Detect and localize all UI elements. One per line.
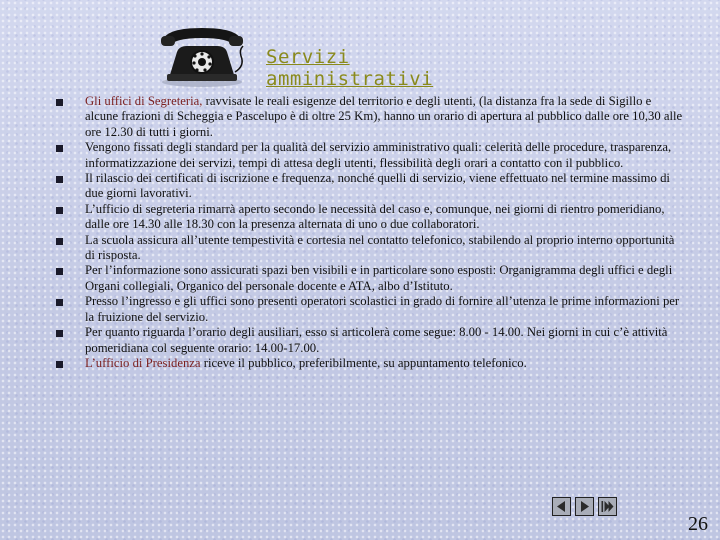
bullet-marker-icon	[56, 99, 63, 106]
previous-slide-button[interactable]	[552, 497, 571, 516]
slide-title: Servizi amministrativi	[266, 46, 434, 90]
bullet-text: Presso l’ingresso e gli uffici sono presenti operatori scolastici in grado di fornire all’utenza le prime informazioni per la fruizione del servizio.	[85, 294, 680, 324]
bullet-text: L’ufficio di segreteria rimarrà aperto secondo le necessità del caso e, comunque, nei giorni di rientro pomeridiano, dalle ore 14.30 alle 18.30 con la presenza alternata di uno o due collaboratori.	[85, 201, 665, 232]
nav-previous-icon	[553, 498, 570, 515]
bullet-text: La scuola assicura all’utente tempestività e cortesia nel contatto telefonico, stabilendo al proprio interno opportunità di risposta.	[85, 232, 675, 263]
telephone-icon	[157, 22, 247, 88]
bullet-item	[56, 171, 686, 202]
slide-navigation	[552, 497, 617, 516]
last-slide-button[interactable]	[598, 497, 617, 516]
bullet-marker-icon	[56, 268, 63, 275]
next-slide-button[interactable]	[575, 497, 594, 516]
bullet-item	[56, 356, 686, 371]
bullet-item	[56, 140, 686, 171]
bullet-item	[56, 263, 686, 294]
bullet-marker-icon	[56, 176, 63, 183]
bullet-marker-icon	[56, 238, 63, 245]
bullet-text: ravvisate le reali esigenze del territorio e degli utenti, (la distanza fra la sede di Sigillo e alcune frazioni di Scheggia e Pascelupo è di oltre 25 Km), hanno un orario di apertura al pubblico dalle ore 10,30 alle ore 12.30 di tutti i giorni.	[85, 94, 683, 139]
page-number: 26	[688, 513, 708, 535]
bullet-marker-icon	[56, 207, 63, 214]
bullet-highlight: Gli uffici di Segreteria,	[85, 94, 203, 108]
bullet-text: Vengono fissati degli standard per la qualità del servizio amministrativo quali: celerità delle procedure, trasparenza, informatizzazione dei servizi, tempi di attesa degli utenti, flessibilità degli orari a contatto con il pubblico.	[85, 140, 672, 170]
bullet-marker-icon	[56, 299, 63, 306]
bullet-text: Il rilascio dei certificati di iscrizione e frequenza, nonché quelli di servizio, viene effettuato nel termine massimo di due giorni lavorativi.	[85, 171, 670, 201]
bullet-text: Per l’informazione sono assicurati spazi ben visibili e in particolare sono esposti: Organigramma degli uffici e degli Organi collegiali, Organico del personale docente e ATA, albo d’Istituto.	[85, 263, 673, 293]
bullet-item	[56, 94, 686, 140]
bullet-marker-icon	[56, 145, 63, 152]
bullet-item	[56, 294, 686, 325]
bullet-item	[56, 325, 686, 356]
bullet-highlight: L’ufficio di Presidenza	[85, 355, 201, 370]
bullet-text: Per quanto riguarda l’orario degli ausiliari, esso si articolerà come segue: 8.00 - 14.00. Nei giorni in cui c’è attività pomeridiana col seguente orario: 14.00-17.00.	[85, 325, 668, 355]
bullet-list	[56, 94, 686, 371]
bullet-item	[56, 233, 686, 264]
nav-end-icon	[599, 498, 616, 515]
bullet-text: riceve il pubblico, preferibilmente, su appuntamento telefonico.	[200, 355, 527, 370]
bullet-marker-icon	[56, 361, 63, 368]
nav-next-icon	[576, 498, 593, 515]
bullet-item	[56, 202, 686, 233]
bullet-marker-icon	[56, 330, 63, 337]
